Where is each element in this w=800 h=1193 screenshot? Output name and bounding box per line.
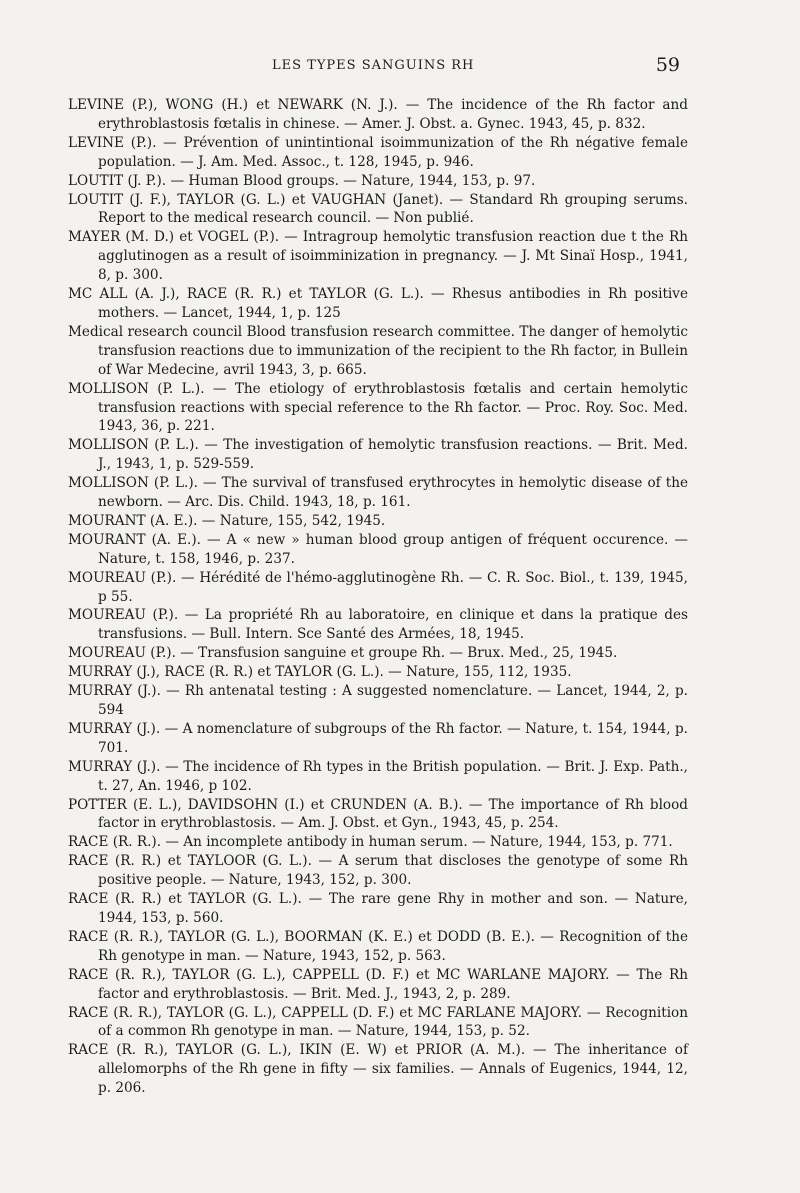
reference-entry: MOLLISON (P. L.). — The survival of transfused erythrocytes in hemolytic disease of the newborn. — Arc. Dis. Child. 1943, 18, p. 161.	[68, 475, 688, 511]
reference-entry: MURRAY (J.), RACE (R. R.) et TAYLOR (G. L.). — Nature, 155, 112, 1935.	[68, 664, 572, 681]
reference-entry: MAYER (M. D.) et VOGEL (P.). — Intragroup hemolytic transfusion reaction due t the Rh agglutinogen as a result of isoimminization in pregnancy. — J. Mt Sinaï Hosp., 1941, 8, p. 300.	[68, 229, 688, 284]
reference-entry: RACE (R. R.), TAYLOR (G. L.), BOORMAN (K. E.) et DODD (B. E.). — Recognition of the Rh genotype in man. — Nature, 1943, 152, p. 563.	[68, 928, 688, 964]
reference-entry: MURRAY (J.). — The incidence of Rh types in the British population. — Brit. J. Exp. Path., t. 27, An. 1946, p 102.	[68, 758, 688, 794]
reference-entry: LEVINE (P.), WONG (H.) et NEWARK (N. J.). — The incidence of the Rh factor and erythroblastosis fœtalis in chinese. — Amer. J. Obst. a. Gynec. 1943, 45, p. 832.	[68, 97, 688, 132]
reference-entry: POTTER (E. L.), DAVIDSOHN (I.) et CRUNDEN (A. B.). — The importance of Rh blood factor in erythroblastosis. — Am. J. Obst. et Gyn., 1943, 45, p. 254.	[68, 796, 688, 832]
running-title: LES TYPES SANGUINS RH	[272, 58, 475, 73]
reference-entry: LOUTIT (J. F.), TAYLOR (G. L.) et VAUGHAN (Janet). — Standard Rh grouping serums. Report to the medical research council. — Non publié.	[68, 191, 688, 227]
reference-entry: RACE (R. R.), TAYLOR (G. L.), CAPPELL (D. F.) et MC FARLANE MAJORY. — Recognition of a common Rh genotype in man. — Nature, 1944, 153, p. 52.	[68, 1004, 688, 1040]
reference-entry: RACE (R. R.) et TAYLOOR (G. L.). — A serum that discloses the genotype of some Rh positive people. — Nature, 1943, 152, p. 300.	[68, 853, 688, 889]
reference-entry: MOURANT (A. E.). — Nature, 155, 542, 1945.	[68, 512, 386, 529]
reference-entry: RACE (R. R.) et TAYLOR (G. L.). — The rare gene Rhy in mother and son. — Nature, 1944, 153, p. 560.	[68, 891, 688, 926]
reference-entry: MOLLISON (P. L.). — The etiology of erythroblastosis fœtalis and certain hemolytic transfusion reactions with special reference to the Rh factor. — Proc. Roy. Soc. Med. 1943, 36, p. 221.	[68, 380, 688, 435]
reference-entry: MC ALL (A. J.), RACE (R. R.) et TAYLOR (G. L.). — Rhesus antibodies in Rh positive mothers. — Lancet, 1944, 1, p. 125	[68, 286, 688, 321]
reference-entry: RACE (R. R.). — An incomplete antibody in human serum. — Nature, 1944, 153, p. 771.	[68, 834, 673, 851]
reference-entry: MOUREAU (P.). — La propriété Rh au laboratoire, en clinique et dans la pratique des transfusions. — Bull. Intern. Sce Santé des Armées, 18, 1945.	[68, 607, 688, 643]
reference-entry: MOURANT (A. E.). — A « new » human blood group antigen of fréquent occurence. — Nature, t. 158, 1946, p. 237.	[68, 531, 688, 567]
reference-entry: Medical research council Blood transfusion research committee. The danger of hemolytic transfusion reactions due to immunization of the recipient to the Rh factor, in Bullein of War Medecine, avril 1943, 3, p. 665.	[68, 323, 688, 378]
reference-entry: MOUREAU (P.). — Transfusion sanguine et groupe Rh. — Brux. Med., 25, 1945.	[68, 645, 618, 662]
reference-entry: RACE (R. R.), TAYLOR (G. L.), CAPPELL (D. F.) et MC WARLANE MAJORY. — The Rh factor and erythroblastosis. — Brit. Med. J., 1943, 2, p. 289.	[68, 966, 688, 1002]
reference-entry: MOLLISON (P. L.). — The investigation of hemolytic transfusion reactions. — Brit. Med. J., 1943, 1, p. 529-559.	[68, 437, 688, 473]
reference-entry: MOUREAU (P.). — Hérédité de l'hémo-agglutinogène Rh. — C. R. Soc. Biol., t. 139, 1945, p 55.	[68, 569, 688, 605]
reference-entry: LEVINE (P.). — Prévention of unintintional isoimmunization of the Rh négative female population. — J. Am. Med. Assoc., t. 128, 1945, p. 946.	[68, 134, 688, 170]
reference-entry: LOUTIT (J. P.). — Human Blood groups. — Nature, 1944, 153, p. 97.	[68, 172, 536, 189]
page-header	[0, 54, 800, 80]
reference-entry: MURRAY (J.). — Rh antenatal testing : A suggested nomenclature. — Lancet, 1944, 2, p. 594	[68, 683, 688, 718]
reference-entry: RACE (R. R.), TAYLOR (G. L.), IKIN (E. W) et PRIOR (A. M.). — The inheritance of allelomorphs of the Rh gene in fifty — six families. — Annals of Eugenics, 1944, 12, p. 206.	[68, 1042, 688, 1097]
reference-list	[68, 96, 688, 1098]
page-number: 59	[655, 54, 680, 76]
reference-entry: MURRAY (J.). — A nomenclature of subgroups of the Rh factor. — Nature, t. 154, 1944, p. 701.	[68, 720, 688, 756]
